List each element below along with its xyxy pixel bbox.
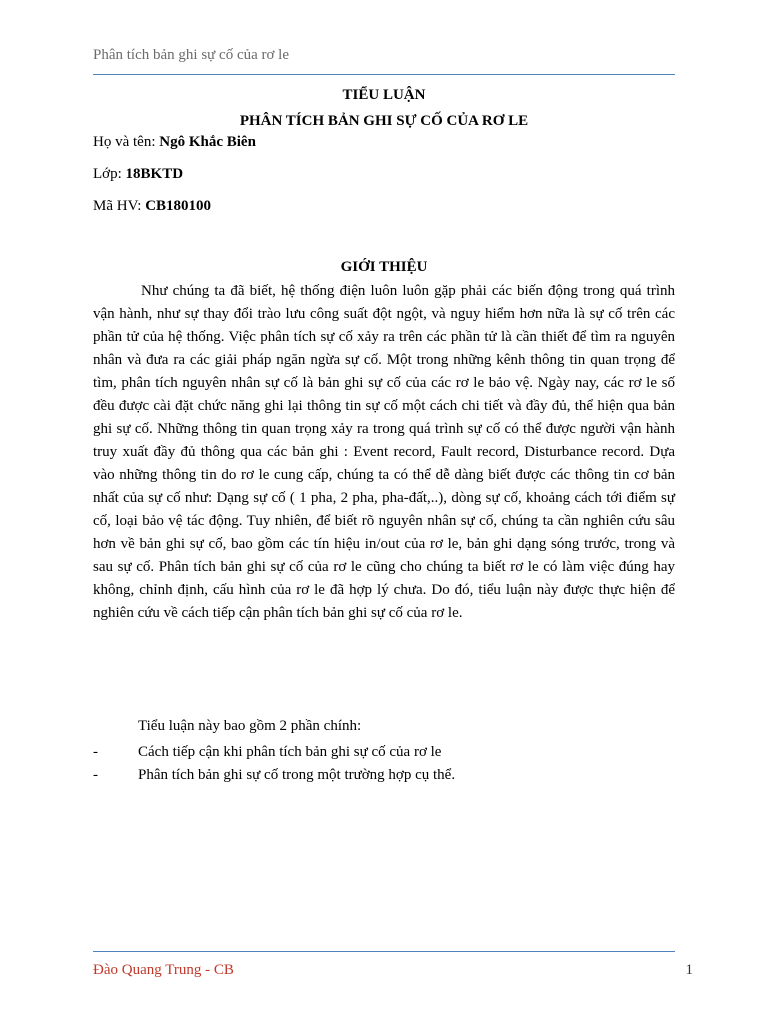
intro-paragraph: Như chúng ta đã biết, hệ thống điện luôn luôn gặp phải các biến động trong quá trình vận hành, như sự thay đổi trào lưu công suất đột ngột, và nguy hiểm hơn nữa là sự cố trên các phần tử của hệ thống. Việc phân tích sự cố xảy ra trên các phần tử là cần thiết để tìm ra nguyên nhân và đưa ra các giải pháp ngăn ngừa sự cố. Một trong những kênh thông tin quan trọng để tìm, phân tích nguyên nhân sự cố là bản ghi sự cố của các rơ le bảo vệ. Ngày nay, các rơ le số đều được cài đặt chức năng ghi lại thông tin sự cố một cách chi tiết và đầy đủ, thể hiện qua bản ghi sự cố. Những thông tin quan trọng xảy ra trong quá trình sự cố có thể được người vận hành truy xuất đầy đủ thông qua các bản ghi : Event record, Fault record, Disturbance record. Dựa vào những thông tin do rơ le cung cấp, chúng ta có thể dễ dàng biết được các thông tin cơ bản nhất của sự cố như: Dạng sự cố ( 1 pha, 2 pha, pha-đất,..), dòng sự cố, khoảng cách tới điểm sự cố, loại bảo vệ tác động. Tuy nhiên, để biết rõ nguyên nhân sự cố, chúng ta cần nghiên cứu sâu hơn về bản ghi sự cố, bao gồm các tín hiệu in/out của rơ le, bản ghi dạng sóng trước, trong và sau sự cố. Phân tích bản ghi sự cố của rơ le cũng cho chúng ta biết rơ le có làm việc đúng hay không, chỉnh định, cấu hình của rơ le đã hợp lý chưa. Do đó, tiểu luận này được thực hiện để nghiên cứu về cách tiếp cận phân tích bản ghi sự cố của rơ le. bbox=[93, 283, 675, 621]
student-id-value: CB180100 bbox=[145, 198, 212, 214]
class-row bbox=[93, 166, 183, 183]
footer-rule bbox=[93, 951, 675, 952]
outline-list bbox=[93, 741, 675, 787]
class-label: Lớp: bbox=[93, 166, 126, 182]
list-dash: - bbox=[93, 744, 98, 760]
page-number: 1 bbox=[685, 962, 693, 978]
student-id-label: Mã HV: bbox=[93, 198, 146, 214]
running-header: Phân tích bản ghi sự cố của rơ le bbox=[93, 47, 290, 63]
student-id-row bbox=[93, 198, 211, 215]
header-rule bbox=[93, 74, 675, 75]
author-name-value: Ngô Khắc Biên bbox=[159, 134, 256, 150]
list-dash: - bbox=[93, 767, 98, 783]
footer-author: Đào Quang Trung - CB bbox=[93, 962, 234, 978]
list-item-text: Cách tiếp cận khi phân tích bản ghi sự cố của rơ le bbox=[138, 744, 442, 760]
list-item bbox=[93, 741, 675, 764]
author-name-row bbox=[93, 134, 256, 151]
outline-intro: Tiểu luận này bao gồm 2 phần chính: bbox=[138, 718, 362, 734]
section-heading: GIỚI THIỆU bbox=[340, 259, 428, 275]
list-item-text: Phân tích bản ghi sự cố trong một trường hợp cụ thể. bbox=[138, 767, 456, 783]
document-type-title: TIỂU LUẬN bbox=[342, 87, 426, 103]
document-main-title: PHÂN TÍCH BẢN GHI SỰ CỐ CỦA RƠ LE bbox=[239, 113, 529, 129]
author-name-label: Họ và tên: bbox=[93, 134, 160, 150]
class-value: 18BKTD bbox=[125, 166, 184, 182]
list-item bbox=[93, 764, 675, 787]
